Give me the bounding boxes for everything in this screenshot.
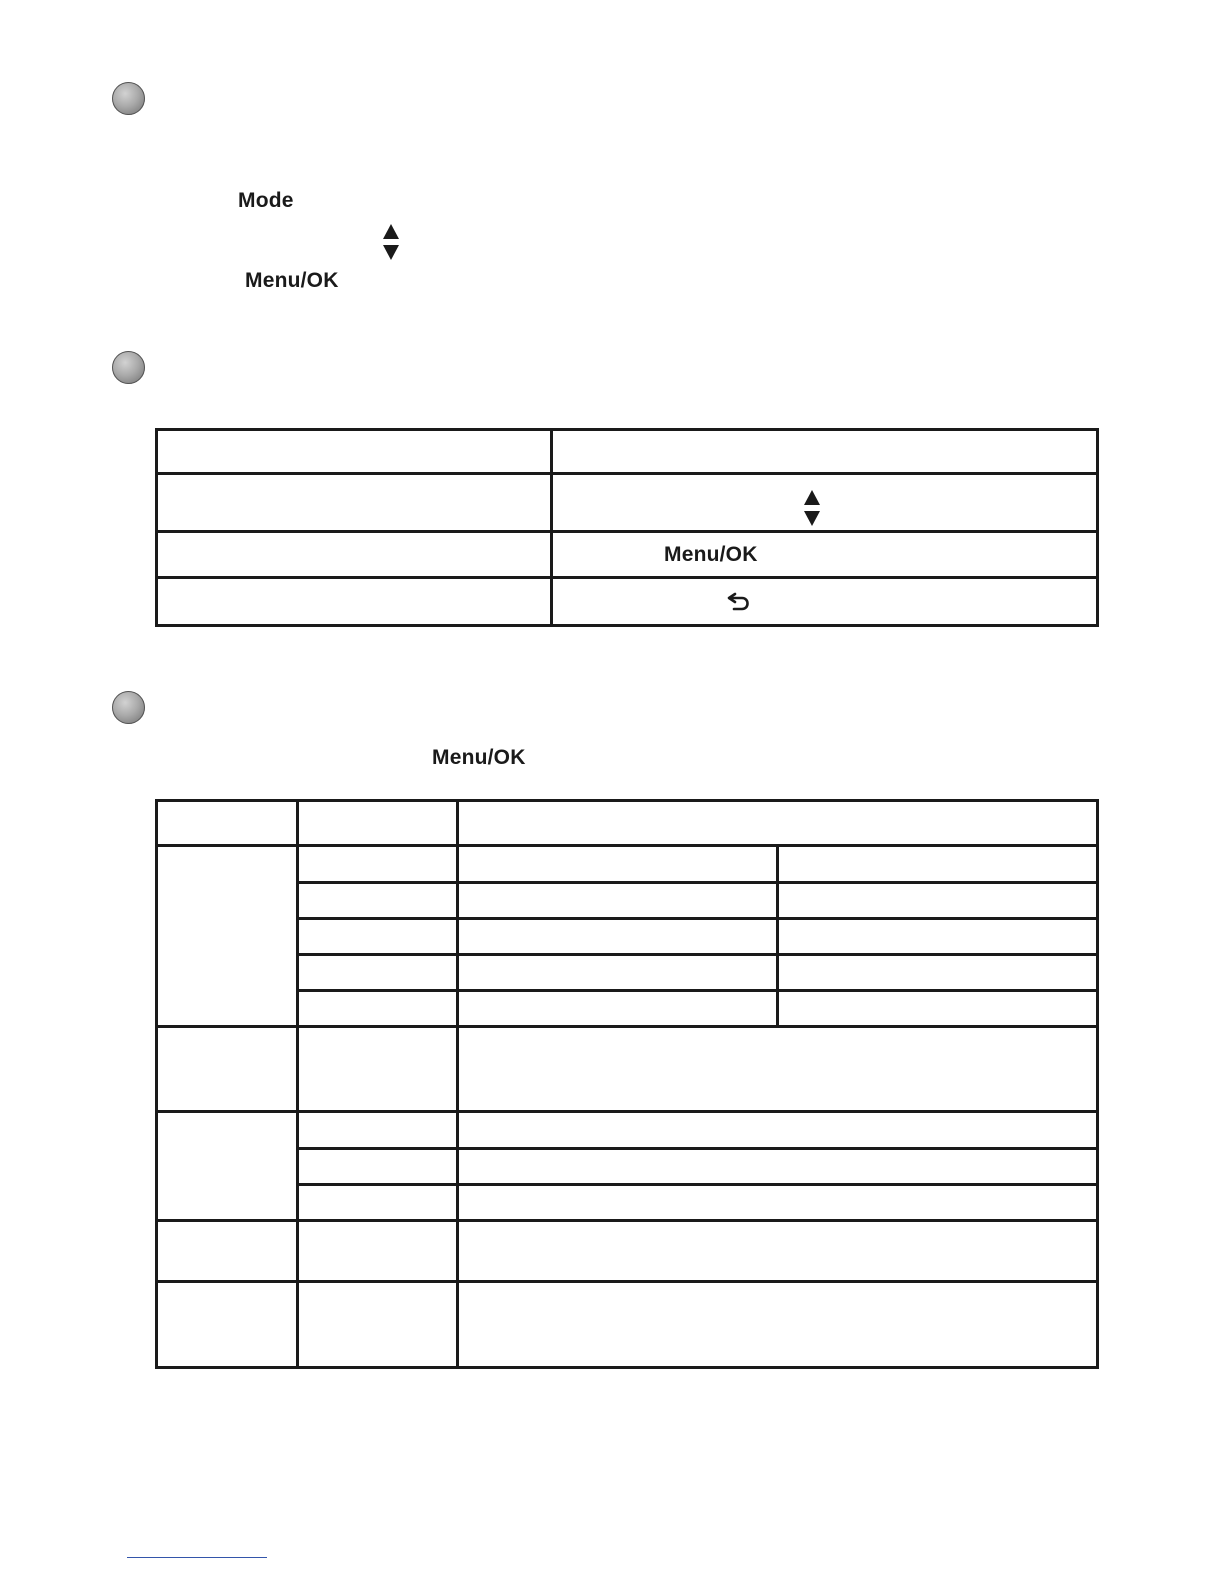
section-bullet-2 bbox=[112, 351, 145, 384]
footer-rule bbox=[127, 1557, 267, 1558]
up-down-arrows-icon bbox=[804, 490, 820, 526]
section-bullet-3 bbox=[112, 691, 145, 724]
up-down-arrows-icon bbox=[383, 224, 399, 260]
section-bullet-1 bbox=[112, 82, 145, 115]
menu-ok-button-label: Menu/OK bbox=[664, 543, 758, 566]
return-icon bbox=[726, 590, 752, 612]
menu-ok-button-label: Menu/OK bbox=[432, 746, 526, 769]
mode-button-label: Mode bbox=[238, 189, 294, 212]
menu-ok-button-label: Menu/OK bbox=[245, 269, 339, 292]
